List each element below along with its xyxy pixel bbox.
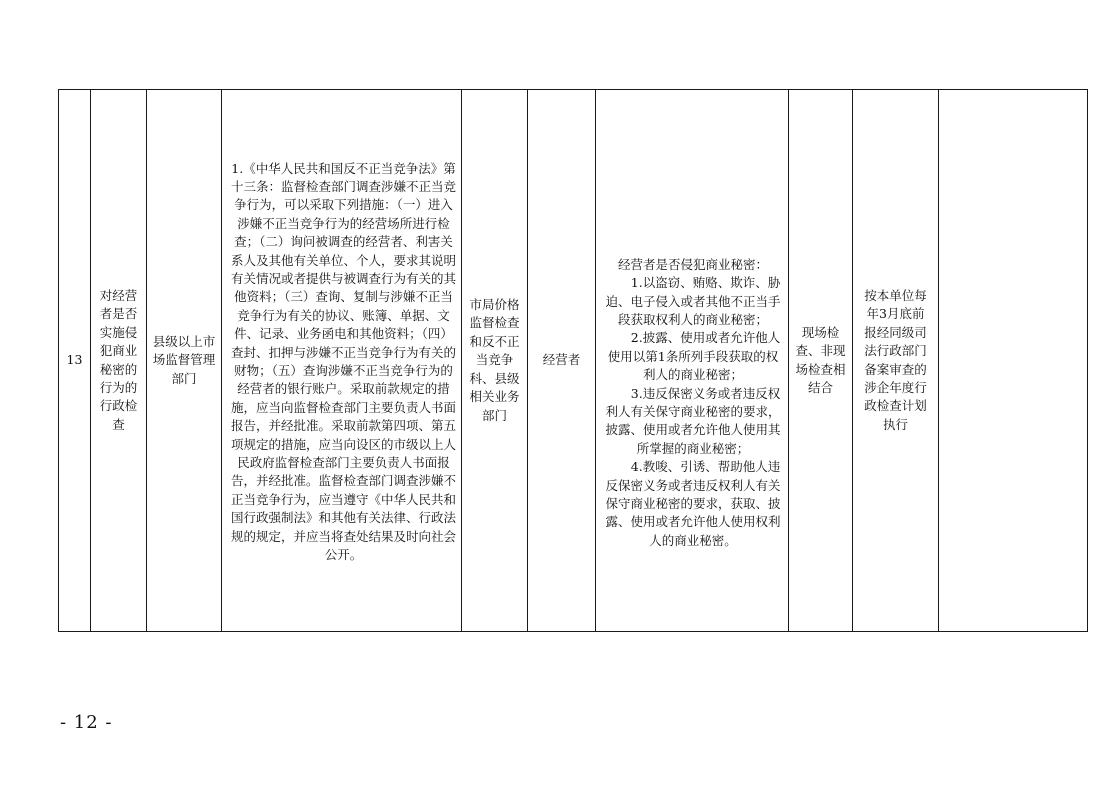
row-number-cell: [59, 90, 91, 632]
inspection-frequency: 按本单位每年3月底前报经同级司法行政部门备案审查的涉企年度行政检查计划执行: [864, 287, 927, 432]
inspection-object: 经营者: [542, 352, 581, 368]
inspection-item: 对经营者是否实施侵犯商业秘密的行为的行政检查: [99, 287, 138, 432]
inspection-method-cell: [789, 90, 853, 632]
inspection-table: [58, 89, 1088, 632]
inspection-item-cell: [91, 90, 147, 632]
authority-level: 县级以上市场监督管理部门: [152, 333, 216, 386]
row-number: 13: [66, 352, 83, 368]
content-item-2: 2.披露、使用或者允许他人使用以第1条所列手段获取的权利人的商业秘密；: [607, 330, 781, 383]
content-item-3: 3.违反保密义务或者违反权利人有关保守商业秘密的要求，披露、使用或者允许他人使用其所掌握的商业秘密；: [605, 385, 781, 456]
inspection-object-cell: [528, 90, 596, 632]
inspection-content-cell: [596, 90, 789, 632]
inspecting-department: 市局价格监督检查和反不正当竞争科、县级相关业务部门: [469, 297, 520, 423]
table-row: [59, 90, 1088, 632]
inspection-frequency-cell: [853, 90, 939, 632]
note-cell: [939, 90, 1088, 632]
content-intro: 经营者是否侵犯商业秘密：: [617, 256, 768, 272]
department-cell: [462, 90, 528, 632]
authority-level-cell: [147, 90, 222, 632]
legal-basis-cell: [222, 90, 462, 632]
content-item-1: 1.以盗窃、贿赂、欺诈、胁迫、电子侵入或者其他不正当手段获取权利人的商业秘密；: [605, 275, 781, 327]
page-number: - 12 -: [60, 712, 113, 733]
inspection-method: 现场检查、非现场检查相结合: [795, 324, 846, 395]
legal-basis: 1.《中华人民共和国反不正当竞争法》第十三条：监督检查部门调查涉嫌不正当竞争行为，可以采取下列措施：（一）进入涉嫌不正当竞争行为的经营场所进行检查；（二）询问被调查的经营者、利害关系人及其他有关单位、个人，要求其说明有关情况或者提供与被调查行为有关的其他资料；（三）查询、复制与涉嫌不正当竞争行为有关的协议、账簿、单据、文件、记录、业务函电和其他资料；（四）查封、扣押与涉嫌不正当竞争行为有关的财物；（五）查询涉嫌不正当竞争行为的经营者的银行账户。采取前款规定的措施，应当向监督检查部门主要负责人书面报告，并经批准。采取前款第四项、第五项规定的措施，应当向设区的市级以上人民政府监督检查部门主要负责人书面报告，并经批准。监督检查部门调查涉嫌不正当竞争行为，应当遵守《中华人民共和国行政强制法》和其他有关法律、行政法规的规定，并应当将查处结果及时向社会公开。: [230, 160, 456, 563]
content-item-4: 4.教唆、引诱、帮助他人违反保密义务或者违反权利人有关保守商业秘密的要求，获取、披露、使用或者允许他人使用权利人的商业秘密。: [605, 459, 781, 548]
